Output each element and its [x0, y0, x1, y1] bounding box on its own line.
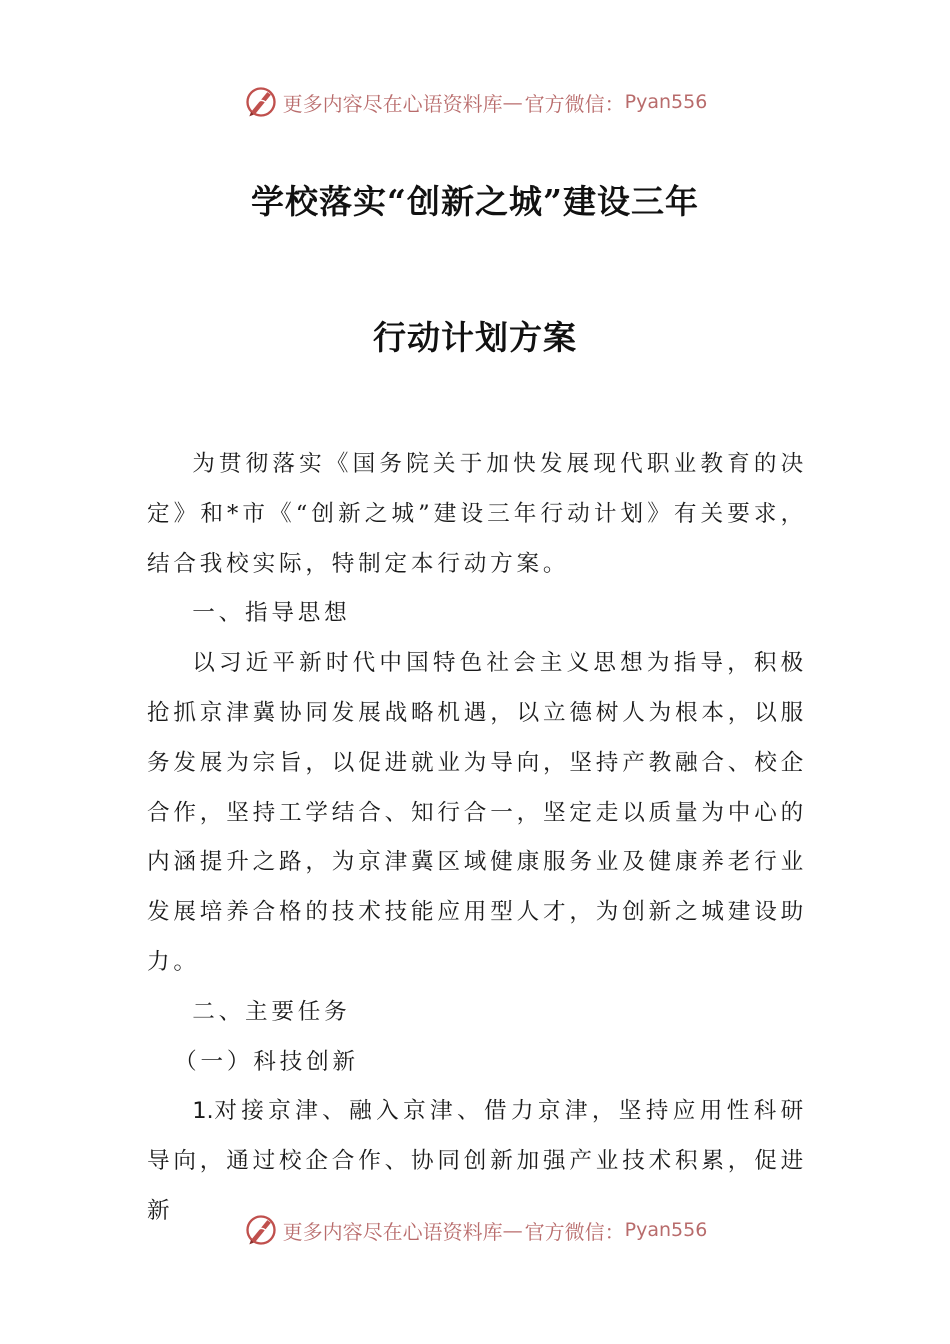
document-body	[147, 440, 807, 1237]
document-title-line1: 学校落实“创新之城”建设三年	[251, 182, 699, 221]
watermark-banner-bottom	[0, 1210, 950, 1250]
watermark-banner-top	[0, 82, 950, 122]
paragraph-guiding-thought: 以习近平新时代中国特色社会主义思想为指导，积极抢抓京津冀协同发展战略机遇，以立德树人为根本，以服务发展为宗旨，以促进就业为导向，坚持产教融合、校企合作，坚持工学结合、知行合一，坚定走以质量为中心的内涵提升之路，为京津冀区域健康服务业及健康养老行业发展培养合格的技术技能应用型人才，为创新之城建设助力。	[147, 650, 807, 975]
watermark-wechat-id: Pyan556	[624, 91, 708, 113]
paragraph-intro: 为贯彻落实《国务院关于加快发展现代职业教育的决定》和*市《“创新之城”建设三年行动计划》有关要求，结合我校实际，特制定本行动方案。	[147, 451, 807, 577]
watermark-official: 官方微信：	[524, 1219, 625, 1244]
subsection-heading-tech-innovation: （一）科技创新	[174, 1048, 359, 1075]
pen-circle-logo-icon	[243, 1212, 279, 1248]
section-heading-guiding-thought: 一、指导思想	[192, 600, 351, 627]
document-title-line2: 行动计划方案	[373, 318, 577, 357]
watermark-official: 官方微信：	[524, 91, 625, 116]
watermark-wechat-id: Pyan556	[624, 1219, 708, 1241]
item-text: 对接京津、融入京津、借力京津，坚持应用性科研导向，通过校企合作、协同创新加强产业技术积累，促进新	[147, 1098, 807, 1224]
watermark-dash: —	[502, 90, 523, 114]
section-heading-main-tasks: 二、主要任务	[192, 998, 351, 1025]
watermark-prefix: 更多内容尽在心语资料库	[282, 91, 503, 116]
watermark-prefix: 更多内容尽在心语资料库	[282, 1219, 503, 1244]
item-number: 1.	[192, 1098, 214, 1125]
pen-circle-logo-icon	[243, 84, 279, 120]
watermark-dash: —	[502, 1218, 523, 1242]
